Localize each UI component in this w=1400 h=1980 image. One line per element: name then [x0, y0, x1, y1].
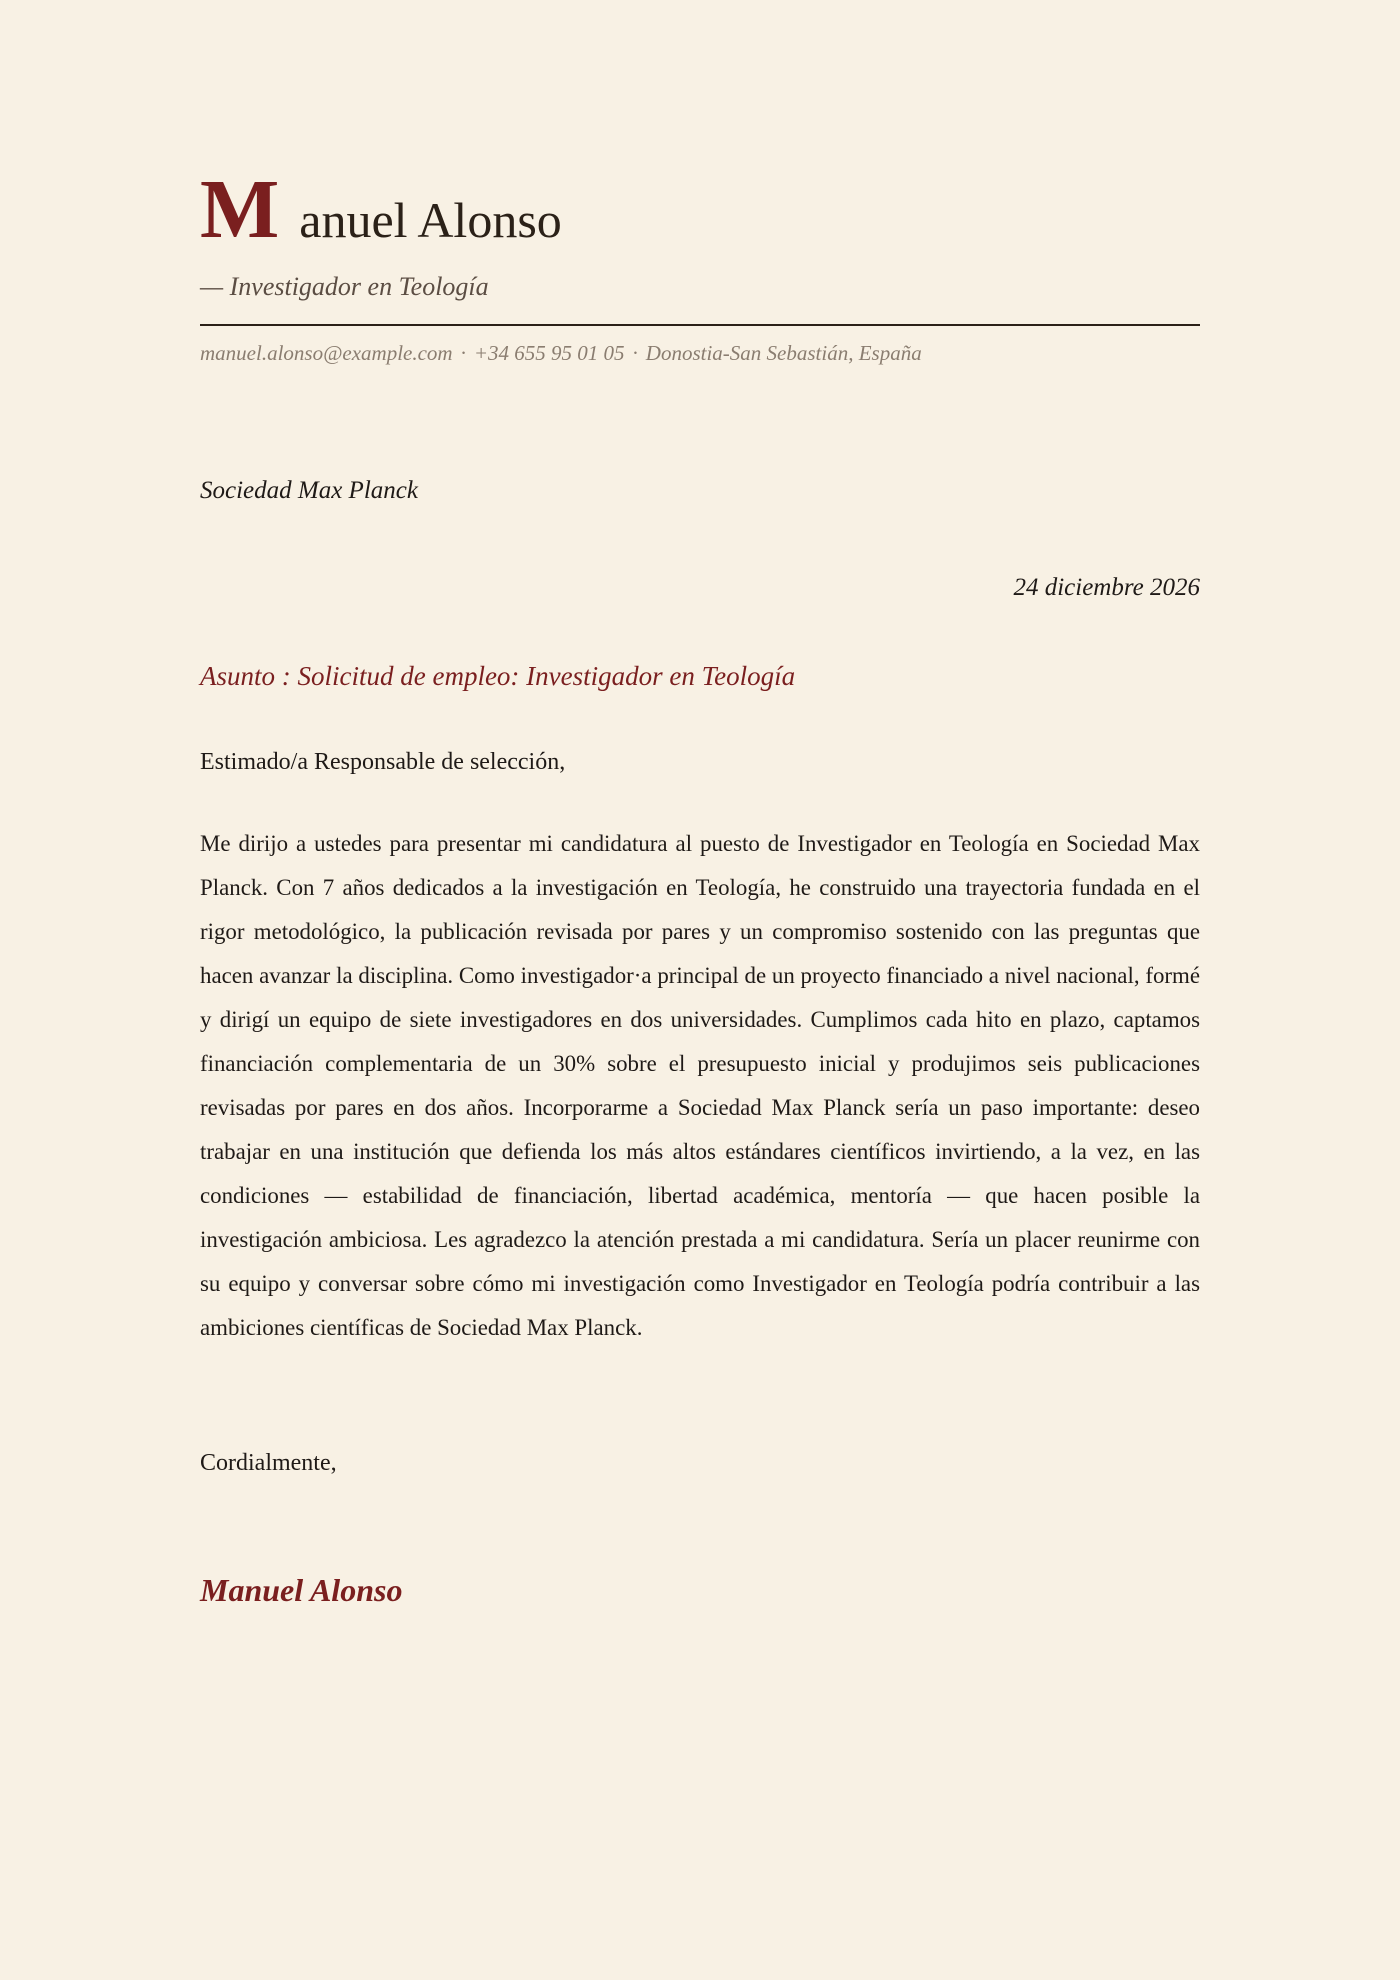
letter-date: 24 diciembre 2026 [1013, 574, 1200, 601]
contact-location: Donostia-San Sebastián, España [645, 340, 922, 365]
closing: Cordialmente, [200, 1450, 337, 1476]
contact-separator: · [460, 340, 466, 365]
contact-line [200, 341, 1200, 366]
letter-body: Me dirijo a ustedes para presentar mi candidatura al puesto de Investigador en Teología en Sociedad Max Planck. Con 7 años dedicados a la investigación en Teología, he construido una trayectoria fundada en el rigor metodológico, la publicación revisada por pares y un compromiso sostenido con las preguntas que hacen avanzar la disciplina. Como investigador·a principal de un proyecto financiado a nivel nacional, formé y dirigí un equipo de siete investigadores en dos universidades. Cumplimos cada hito en plazo, captamos financiación complementaria de un 30% sobre el presupuesto inicial y produjimos seis publicaciones revisadas por pares en dos años. Incorporarme a Sociedad Max Planck sería un paso importante: deseo trabajar en una institución que defienda los más altos estándares científicos invirtiendo, a la vez, en las condiciones — estabilidad de financiación, libertad académica, mentoría — que hacen posible la investigación ambiciosa. Les agradezco la atención prestada a mi candidatura. Sería un placer reunirme con su equipo y conversar sobre cómo mi investigación como Investigador en Teología podría contribuir a las ambiciones científicas de Sociedad Max Planck. [200, 831, 1200, 1340]
signature: Manuel Alonso [200, 1572, 403, 1608]
sender-name [200, 163, 1200, 256]
letterhead [200, 163, 1200, 366]
contact-email: manuel.alonso@example.com [200, 340, 453, 365]
salutation: Estimado/a Responsable de selección, [200, 749, 566, 775]
contact-phone: +34 655 95 01 05 [473, 340, 625, 365]
name-dropcap: M [200, 163, 280, 256]
contact-separator: · [632, 340, 638, 365]
letter-subject: Asunto : Solicitud de empleo: Investigador en Teología [200, 661, 796, 691]
header-divider [200, 324, 1200, 326]
sender-tagline: — Investigador en Teología [200, 271, 489, 301]
recipient: Sociedad Max Planck [200, 477, 418, 504]
name-rest: anuel Alonso [299, 192, 562, 248]
